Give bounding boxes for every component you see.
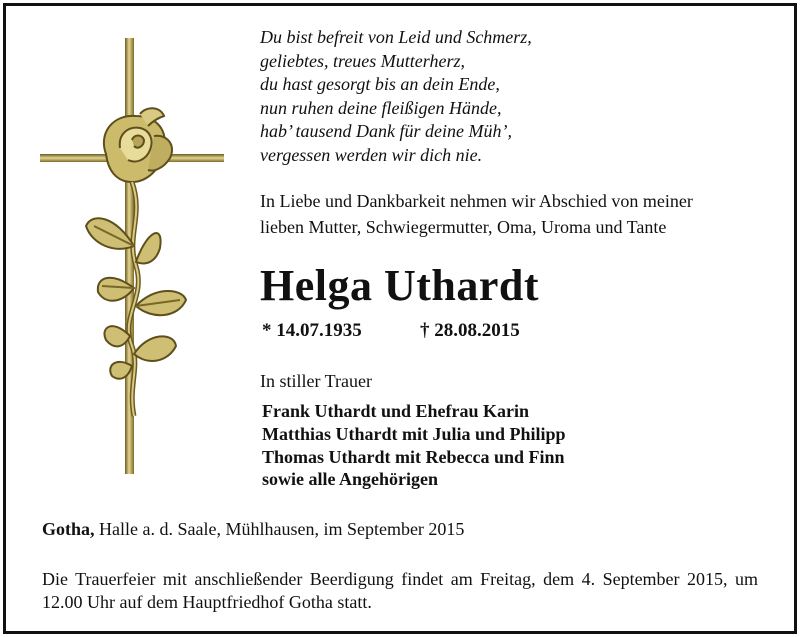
poem-line: du hast gesorgt bis an dein Ende, <box>260 74 500 95</box>
poem-line: geliebtes, treues Mutterherz, <box>260 50 465 71</box>
poem-line: vergessen werden wir dich nie. <box>260 144 483 165</box>
farewell-intro <box>260 188 780 240</box>
cross-with-rose-icon <box>36 36 232 476</box>
birth-date: * 14.07.1935 <box>262 320 362 341</box>
mourner-line: Thomas Uthardt mit Rebecca und Finn <box>262 446 565 467</box>
poem-line: hab’ tausend Dank für deine Müh’, <box>260 121 512 142</box>
mourner-line: sowie alle Angehörigen <box>262 469 438 490</box>
death-date: † 28.08.2015 <box>420 320 520 341</box>
place-rest: Halle a. d. Saale, Mühlhausen, im September 2015 <box>94 519 465 539</box>
deceased-name: Helga Uthardt <box>260 261 540 310</box>
mourning-label: In stiller Trauer <box>260 371 372 391</box>
funeral-notice: Die Trauerfeier mit anschließender Beerdigung findet am Freitag, dem 4. September 2015, um 12.00 Uhr auf dem Hauptfriedhof Gotha statt. <box>42 569 758 612</box>
place-and-date <box>42 519 464 540</box>
mourner-line: Matthias Uthardt mit Julia und Philipp <box>262 423 566 444</box>
rose-bloom <box>104 108 172 182</box>
poem-line: nun ruhen deine fleißigen Hände, <box>260 97 502 118</box>
mourner-line: Frank Uthardt und Ehefrau Karin <box>262 401 530 421</box>
intro-line-1: In Liebe und Dankbarkeit nehmen wir Abschied von meiner <box>260 191 693 211</box>
intro-line-2: lieben Mutter, Schwiegermutter, Oma, Uroma und Tante <box>260 217 667 237</box>
place-city: Gotha, <box>42 519 95 539</box>
mourners-list <box>262 400 566 491</box>
poem-line: Du bist befreit von Leid und Schmerz, <box>260 27 532 47</box>
poem <box>260 26 680 168</box>
